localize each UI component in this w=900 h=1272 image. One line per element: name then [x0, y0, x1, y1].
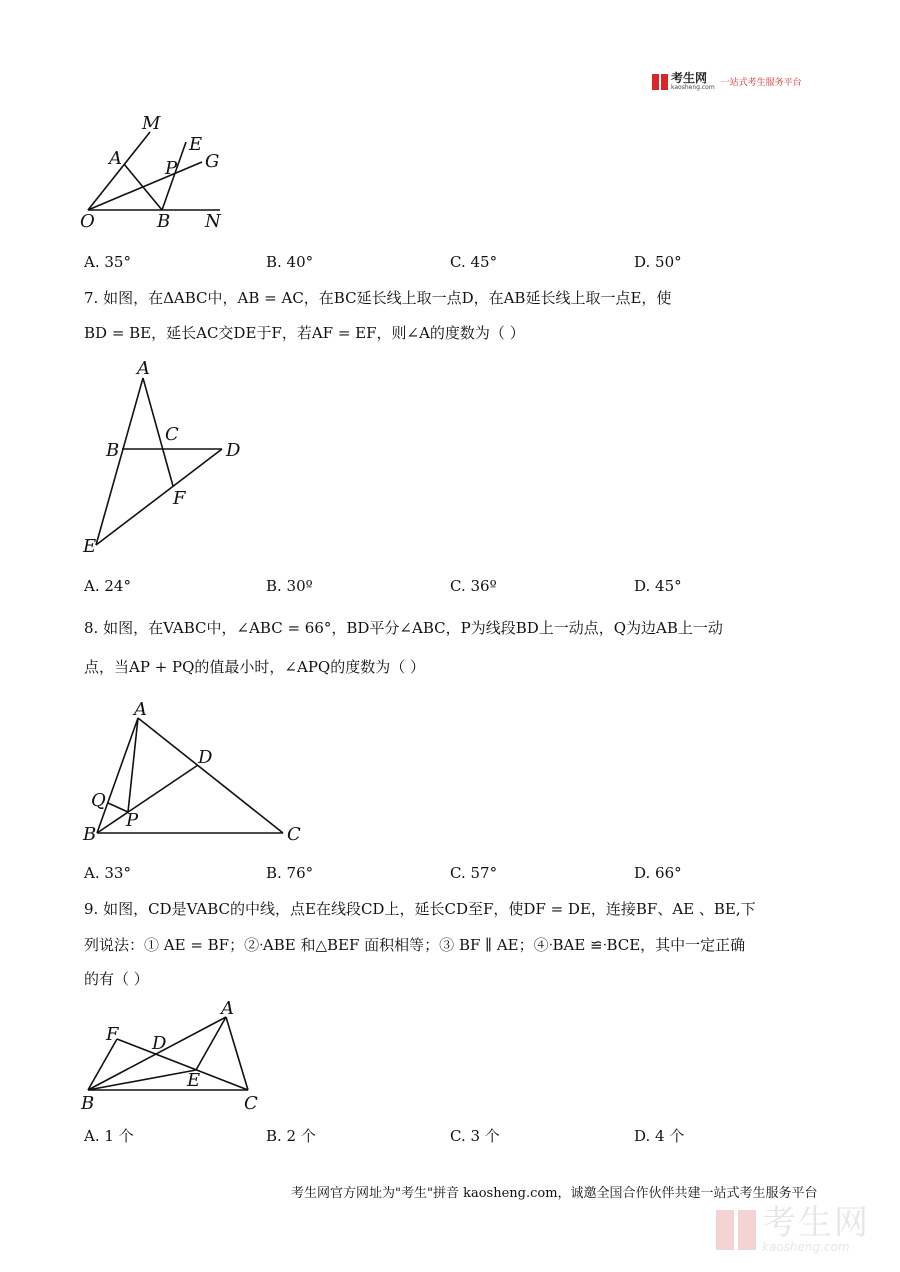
q8-line-1: 8. 如图，在VABC中，∠ABC = 66°，BD平分∠ABC，P为线段BD上一动点，Q为边AB上一动 — [84, 619, 723, 637]
label-F: F — [106, 1024, 119, 1045]
q7-option-d[interactable]: D. 45° — [634, 577, 682, 595]
label-D: D — [198, 747, 213, 768]
q7-option-b[interactable]: B. 30º — [266, 577, 313, 595]
label-N: N — [205, 211, 221, 232]
label-A: A — [134, 699, 147, 720]
q8-option-d[interactable]: D. 66° — [634, 864, 682, 882]
label-Q: Q — [91, 790, 106, 811]
side-AC — [138, 718, 283, 833]
label-B: B — [83, 824, 97, 845]
label-E: E — [189, 134, 203, 155]
q6-option-b[interactable]: B. 40° — [266, 253, 314, 271]
q9-option-a[interactable]: A. 1 个 — [84, 1127, 134, 1145]
q9-figure — [78, 995, 278, 1115]
ray-OG — [88, 162, 202, 210]
q7-figure — [78, 355, 248, 555]
label-C: C — [244, 1093, 258, 1114]
segment-PQ — [108, 803, 128, 812]
q6-option-a[interactable]: A. 35° — [84, 253, 131, 271]
line-DE — [96, 449, 222, 545]
label-D: D — [152, 1033, 167, 1054]
q9-option-b[interactable]: B. 2 个 — [266, 1127, 316, 1145]
brand-name: 考生网 — [671, 71, 708, 85]
label-P: P — [165, 158, 178, 179]
watermark — [716, 1203, 870, 1254]
q7-line-1: 7. 如图，在ΔABC中，AB = AC，在BC延长线上取一点D，在AB延长线上取一点E，使 — [84, 289, 672, 307]
watermark-text — [762, 1203, 870, 1254]
segment-AB — [124, 164, 162, 210]
label-F: F — [173, 488, 186, 509]
label-A: A — [109, 148, 122, 169]
q9-option-c[interactable]: C. 3 个 — [450, 1127, 500, 1145]
brand-text — [671, 72, 715, 91]
ray-OM — [88, 132, 150, 210]
label-A: A — [137, 358, 150, 379]
watermark-logo-icon — [716, 1210, 756, 1250]
q9-line-2: 列说法：① AE = BF；②ᐧABE 和△BEF 面积相等；③ BF ∥ AE；④ᐧBAE ≌ᐧBCE，其中一定正确 — [84, 936, 746, 954]
watermark-domain: kaosheng.com — [762, 1240, 850, 1254]
segment-BE — [88, 1070, 196, 1090]
label-D: D — [226, 440, 241, 461]
kaosheng-logo-icon — [652, 74, 668, 90]
q8-figure — [78, 695, 308, 850]
label-B: B — [81, 1093, 95, 1114]
label-C: C — [287, 824, 301, 845]
q6-option-c[interactable]: C. 45° — [450, 253, 498, 271]
label-E: E — [83, 536, 97, 555]
q7-option-a[interactable]: A. 24° — [84, 577, 131, 595]
label-A: A — [221, 998, 234, 1019]
q9-line-1: 9. 如图，CD是VABC的中线，点E在线段CD上，延长CD至F，使DF = DE，连接BF、AE 、BE,下 — [84, 900, 756, 918]
side-AC — [226, 1017, 248, 1090]
q9-line-3: 的有（ ） — [84, 970, 149, 988]
watermark-name: 考生网 — [762, 1203, 870, 1243]
brand-slogan: 一站式考生服务平台 — [720, 78, 802, 88]
label-C: C — [165, 424, 179, 445]
segment-BD — [97, 765, 198, 833]
q7-line-2: BD = BE，延长AC交DE于F，若AF = EF，则∠A的度数为（ ） — [84, 324, 525, 342]
q8-option-b[interactable]: B. 76° — [266, 864, 314, 882]
label-M: M — [142, 113, 161, 134]
q6-option-d[interactable]: D. 50° — [634, 253, 682, 271]
q9-option-d[interactable]: D. 4 个 — [634, 1127, 685, 1145]
label-G: G — [205, 151, 220, 172]
header-brand — [652, 72, 802, 91]
q6-figure — [78, 108, 238, 233]
q8-option-a[interactable]: A. 33° — [84, 864, 131, 882]
label-P: P — [126, 810, 139, 831]
q7-option-c[interactable]: C. 36º — [450, 577, 497, 595]
label-B: B — [157, 211, 171, 232]
brand-domain: kaosheng.com — [671, 84, 715, 91]
footer-note: 考生网官方网址为"考生"拼音 kaosheng.com，诚邀全国合作伙伴共建一站式考生服务平台 — [291, 1186, 818, 1201]
label-B: B — [106, 440, 120, 461]
label-O: O — [80, 211, 95, 232]
label-E: E — [187, 1070, 201, 1091]
q8-option-c[interactable]: C. 57° — [450, 864, 498, 882]
q8-line-2: 点，当AP + PQ的值最小时，∠APQ的度数为（ ） — [84, 658, 425, 676]
line-AE — [96, 378, 143, 545]
